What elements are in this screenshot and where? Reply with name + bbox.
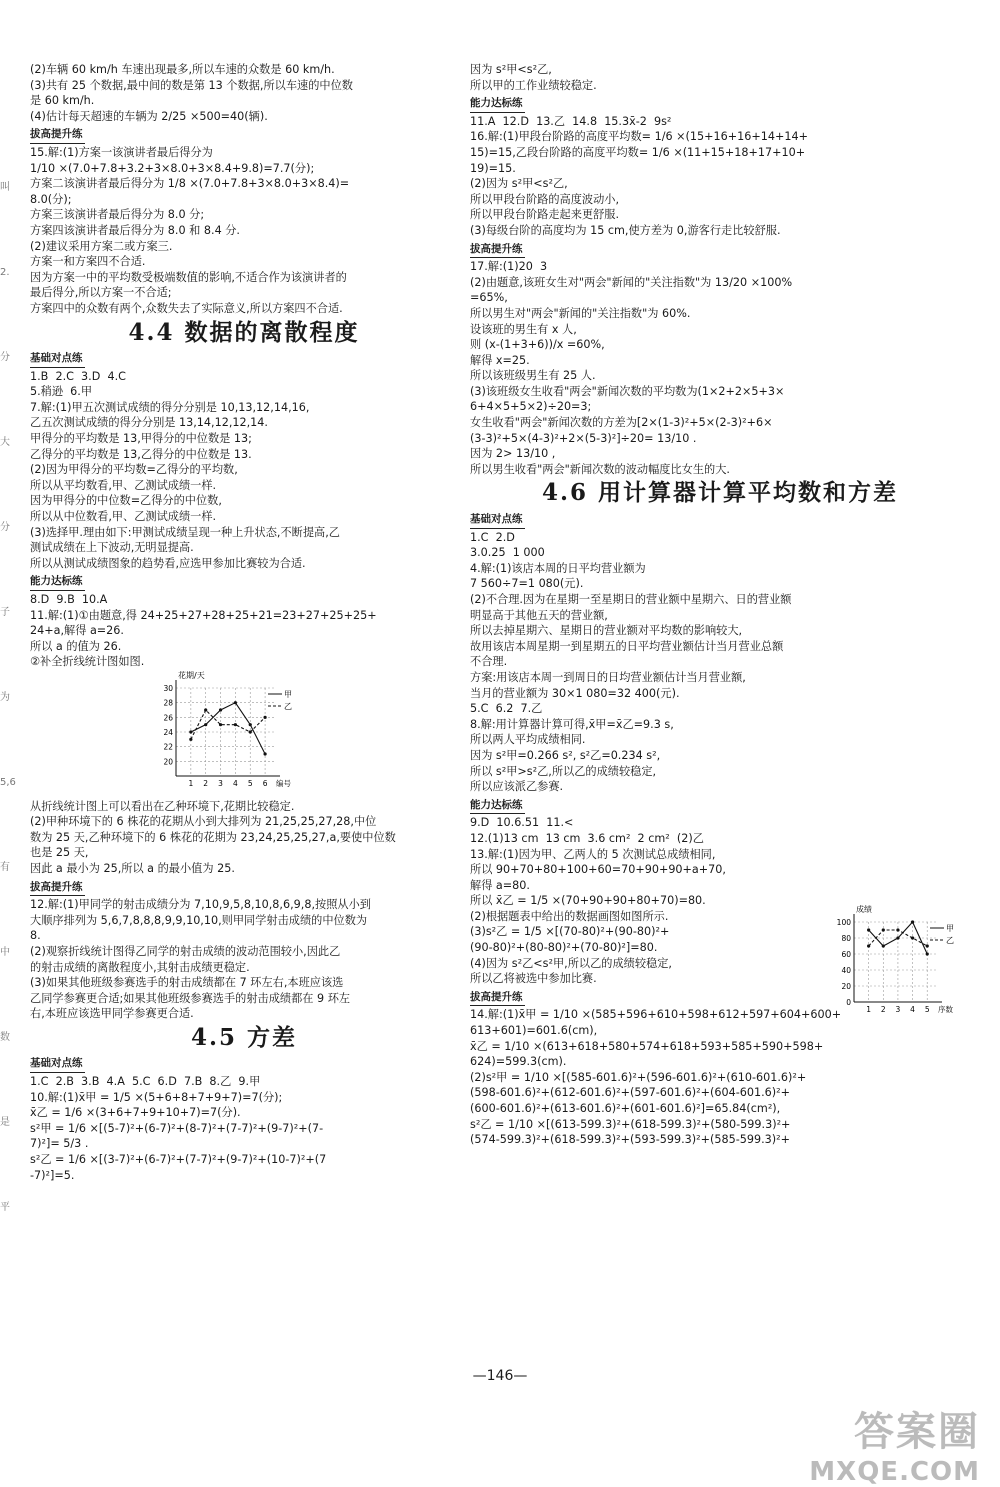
- data-point: [219, 708, 222, 711]
- edge-fragment: 2.: [0, 267, 10, 278]
- text-line: 8.解:用计算器计算可得,x̄甲=x̄乙=9.3 s,: [470, 717, 674, 731]
- y-tick-label: 24: [163, 727, 173, 737]
- text-line: 5.C 6.2 7.乙: [470, 702, 543, 716]
- text-block: [30, 1074, 458, 1183]
- text-line: 方案四该演讲者最后得分为 8.0 和 8.4 分.: [30, 223, 240, 237]
- text-line: 方案三该演讲者最后得分为 8.0 分;: [30, 208, 205, 222]
- legend-label: 乙: [284, 701, 292, 711]
- data-point: [204, 723, 207, 726]
- text-block: [30, 62, 458, 124]
- text-line: 明显高于其他五天的营业额,: [470, 608, 608, 622]
- data-point: [249, 723, 252, 726]
- text-line: 所以从测试成绩图象的趋势看,应选甲参加比赛较为合适.: [30, 556, 306, 570]
- text-line: 所以两人平均成绩相同.: [470, 733, 586, 747]
- text-line: (3)共有 25 个数据,最中间的数是第 13 个数据,所以车速的中位数: [30, 78, 353, 92]
- y-tick-label: 30: [163, 683, 173, 693]
- watermark-url: MXQE.COM: [809, 1457, 980, 1487]
- text-line: 15.解:(1)方案一该演讲者最后得分为: [30, 145, 213, 159]
- text-line: 所以应该派乙参赛.: [470, 780, 564, 794]
- exercise-tag: 能力达标练: [470, 96, 525, 113]
- text-line: 10.解:(1)x̄甲 = 1/5 ×(5+6+8+7+9+7)=7(分);: [30, 1090, 283, 1104]
- text-block: [30, 897, 458, 1022]
- data-point: [249, 730, 252, 733]
- text-line: (2)建议采用方案二或方案三.: [30, 239, 173, 253]
- legend-label: 乙: [946, 936, 954, 946]
- y-tick-label: 28: [163, 698, 173, 708]
- text-line: 所以 a 的值为 26.: [30, 639, 122, 653]
- text-line: 7 560÷7=1 080(元).: [470, 577, 584, 591]
- text-line: (2)因为 s²甲<s²乙,: [470, 177, 568, 191]
- chart-svg: [830, 905, 970, 1020]
- text-line: 因为 s²甲=0.266 s², s²乙=0.234 s²,: [470, 748, 661, 762]
- text-line: 6+4×5+5×2)÷20=3;: [470, 400, 592, 414]
- data-point: [219, 723, 222, 726]
- text-line: 因为甲得分的中位数=乙得分的中位数,: [30, 494, 222, 508]
- text-line: 1.B 2.C 3.D 4.C: [30, 369, 126, 383]
- text-line: 4.解:(1)该店本周的日平均营业额为: [470, 561, 646, 575]
- x-tick-label: 6: [262, 778, 268, 788]
- text-line: 是 60 km/h.: [30, 94, 95, 108]
- watermark-logo: 答案圈: [854, 1408, 980, 1455]
- text-line: 因为 s²甲<s²乙,: [470, 63, 552, 76]
- exercise-tag: 基础对点练: [30, 1056, 85, 1073]
- exercise-tag: 能力达标练: [470, 798, 525, 815]
- text-block: [30, 799, 458, 877]
- data-point: [882, 945, 885, 948]
- edge-fragment: 数: [0, 1032, 10, 1043]
- y-tick-label: 20: [163, 757, 173, 767]
- legend-label: 甲: [284, 689, 292, 699]
- data-point: [204, 708, 207, 711]
- text-line: (3-3)²+5×(4-3)²+2×(5-3)²]÷20= 13/10 .: [470, 431, 697, 445]
- text-line: (2)因为甲得分的平均数=乙得分的平均数,: [30, 463, 238, 477]
- text-block: [30, 145, 458, 317]
- text-line: s²甲 = 1/6 ×[(5-7)²+(6-7)²+(8-7)²+(7-7)²+(9-7)²+(7-: [30, 1121, 324, 1135]
- exercise-tag: 拔高提升练: [30, 880, 85, 897]
- text-line: (2)由题意,该班女生对"两会"新闻的"关注指数"为 13/20 ×100%: [470, 275, 793, 289]
- text-line: (90-80)²+(80-80)²+(70-80)²]=80.: [470, 941, 658, 955]
- chart-svg: [150, 672, 310, 792]
- text-line: 19)=15.: [470, 161, 516, 175]
- text-line: 所以从平均数看,甲、乙测试成绩一样.: [30, 478, 217, 492]
- text-line: 方案二该演讲者最后得分为 1/8 ×(7.0+7.8+3×8.0+3×8.4)=: [30, 177, 350, 191]
- text-line: 方案四中的众数有两个,众数失去了实际意义,所以方案四不合适.: [30, 301, 343, 315]
- text-line: (4)因为 s²乙<s²甲,所以乙的成绩较稳定,: [470, 956, 672, 970]
- text-line: =65%,: [470, 291, 508, 305]
- text-line: 也是 25 天,: [30, 846, 89, 860]
- exercise-tag: 基础对点练: [30, 351, 85, 368]
- text-block: [470, 259, 970, 477]
- page-number: —146—: [472, 1368, 528, 1384]
- text-line: 所以乙将被选中参加比赛.: [470, 972, 597, 986]
- text-line: (3)每级台阶的高度均为 15 cm,使方差为 0,游客行走比较舒服.: [470, 223, 781, 237]
- text-line: (4)估计每天超速的车辆为 2/25 ×500=40(辆).: [30, 109, 268, 123]
- text-block: [470, 530, 970, 795]
- right-column: [470, 62, 970, 1148]
- text-line: ②补全折线统计图如图.: [30, 655, 145, 669]
- text-line: 右,本班应该选甲同学参赛更合适.: [30, 1007, 194, 1021]
- text-line: 所以男生收看"两会"新闻次数的波动幅度比女生的大.: [470, 462, 730, 476]
- x-tick-label: 4: [233, 778, 238, 788]
- edge-fragment: 分: [0, 522, 10, 533]
- text-line: 不合理.: [470, 655, 508, 669]
- text-line: (3)该班级女生收看"两会"新闻次数的平均数为(1×2+2×5+3×: [470, 384, 785, 398]
- exercise-tag: 基础对点练: [470, 512, 525, 529]
- text-line: 12.解:(1)甲同学的射击成绩分为 7,10,9,5,8,10,8,6,9,8,按照从小到: [30, 898, 371, 912]
- section-title-4-4: 4.4 数据的离散程度: [128, 318, 360, 346]
- text-line: 11.解:(1)①由题意,得 24+25+27+28+25+21=23+27+25+25+: [30, 608, 377, 622]
- text-line: 甲得分的平均数是 13,甲得分的中位数是 13;: [30, 432, 252, 446]
- text-line: (2)观察折线统计图得乙同学的射击成绩的波动范围较小,因此乙: [30, 944, 341, 958]
- text-line: 乙五次测试成绩的得分分别是 13,14,12,12,14.: [30, 416, 268, 430]
- x-tick-label: 3: [218, 778, 223, 788]
- left-column: [30, 62, 458, 1183]
- text-line: 17.解:(1)20 3: [470, 260, 548, 274]
- data-point: [189, 730, 192, 733]
- data-point: [882, 929, 885, 932]
- edge-fragment: 叫: [0, 182, 10, 193]
- text-line: 12.(1)13 cm 13 cm 3.6 cm² 2 cm² (2)乙: [470, 831, 704, 845]
- data-point: [926, 945, 929, 948]
- y-axis-label: 花期/天: [178, 670, 205, 680]
- edge-fragment: 是: [0, 1117, 10, 1128]
- y-tick-label: 100: [836, 918, 851, 928]
- text-line: x̄乙 = 1/6 ×(3+6+7+9+10+7)=7(分).: [30, 1106, 241, 1120]
- text-line: 测试成绩在上下波动,无明显提高.: [30, 541, 194, 555]
- data-point: [263, 716, 266, 719]
- x-tick-label: 2: [203, 778, 209, 788]
- x-tick-label: 5: [924, 1005, 930, 1015]
- text-line: 所以去掉星期六、星期日的营业额对平均数的影响较大,: [470, 624, 743, 638]
- text-line: 624)=599.3(cm).: [470, 1055, 567, 1069]
- text-line: 13.解:(1)因为甲、乙两人的 5 次测试总成绩相同,: [470, 847, 716, 861]
- data-point: [926, 953, 929, 956]
- text-line: 方案:用该店本周一到周日的日均营业额估计当月营业额,: [470, 670, 746, 684]
- text-line: 因为方案一中的平均数受极端数值的影响,不适合作为该演讲者的: [30, 270, 347, 284]
- text-line: 最后得分,所以方案一不合适;: [30, 286, 172, 300]
- text-line: 1.C 2.B 3.B 4.A 5.C 6.D 7.B 8.乙 9.甲: [30, 1075, 261, 1089]
- x-axis-label: 编号: [276, 778, 291, 788]
- text-line: 所以 90+70+80+100+60=70+90+90+a+70,: [470, 863, 726, 877]
- text-line: 解得 a=80.: [470, 878, 530, 892]
- text-line: (2)甲种环境下的 6 株花的花期从小到大排列为 21,25,25,27,28,中位: [30, 815, 377, 829]
- y-tick-label: 60: [841, 950, 851, 960]
- text-line: 1.C 2.D: [470, 530, 515, 544]
- text-line: (598-601.6)²+(612-601.6)²+(597-601.6)²+(604-601.6)²+: [470, 1086, 791, 1100]
- edge-fragment: 分: [0, 352, 10, 363]
- x-tick-label: 3: [895, 1005, 901, 1015]
- text-line: 的射击成绩的离散程度小,其射击成绩更稳定.: [30, 960, 250, 974]
- text-line: 大顺序排列为 5,6,7,8,8,8,9,9,10,10,则甲同学射击成绩的中位数为: [30, 913, 368, 927]
- section-title-4-6: 4.6 用计算器计算平均数和方差: [541, 479, 899, 507]
- text-line: 所以从中位数看,甲、乙测试成绩一样.: [30, 510, 217, 524]
- text-line: 9.D 10.6.51 11.<: [470, 816, 574, 830]
- data-point: [234, 701, 237, 704]
- text-line: 11.A 12.D 13.乙 14.8 15.3x̄-2 9s²: [470, 114, 672, 128]
- data-point: [896, 929, 899, 932]
- watermark: [809, 1400, 980, 1487]
- y-tick-label: 26: [163, 713, 173, 723]
- text-line: 乙同学参赛更合适;如果其他班级参赛选手的射击成绩都在 9 环左: [30, 991, 351, 1005]
- text-line: 8.D 9.B 10.A: [30, 593, 108, 606]
- text-line: 所以 x̄乙 = 1/5 ×(70+90+90+80+70)=80.: [470, 894, 706, 908]
- text-line: s²乙 = 1/6 ×[(3-7)²+(6-7)²+(7-7)²+(9-7)²+(10-7)²+(7: [30, 1153, 327, 1167]
- exercise-tag: 能力达标练: [30, 574, 85, 591]
- text-line: 解得 x=25.: [470, 353, 530, 367]
- y-tick-label: 80: [841, 934, 851, 944]
- y-tick-label: 0: [846, 998, 851, 1008]
- exercise-tag: 拔高提升练: [470, 990, 525, 1007]
- x-tick-label: 1: [866, 1005, 872, 1015]
- text-line: 5.稍逊 6.甲: [30, 385, 93, 399]
- exercise-tag: 拔高提升练: [30, 127, 85, 144]
- text-line: (2)不合理.因为在星期一至星期日的营业额中星期六、日的营业额: [470, 593, 792, 606]
- text-line: 因为 2> 13/10 ,: [470, 447, 556, 461]
- text-line: 所以甲段台阶路走起来更舒服.: [470, 208, 619, 222]
- text-line: (600-601.6)²+(613-601.6)²+(601-601.6)²]=65.84(cm²),: [470, 1102, 781, 1115]
- text-line: 当月的营业额为 30×1 080=32 400(元).: [470, 686, 680, 700]
- data-point: [867, 945, 870, 948]
- text-line: (2)车辆 60 km/h 车速出现最多,所以车速的众数是 60 km/h.: [30, 63, 335, 76]
- text-line: 乙得分的平均数是 13,乙得分的中位数是 13.: [30, 447, 252, 461]
- text-line: 所以男生对"两会"新闻的"关注指数"为 60%.: [470, 306, 691, 320]
- text-line: -7)²]=5.: [30, 1168, 75, 1182]
- text-line: 24+a,解得 a=26.: [30, 624, 124, 638]
- edge-fragment: 中: [0, 947, 10, 958]
- flower-period-chart: [150, 672, 458, 797]
- text-line: 女生收看"两会"新闻次数的方差为[2×(1-3)²+5×(2-3)²+6×: [470, 416, 773, 430]
- text-line: (2)根据题表中给出的数据画图如图所示.: [470, 909, 669, 923]
- text-line: (3)如果其他班级参赛选手的射击成绩都在 7 环左右,本班应该选: [30, 976, 344, 990]
- text-line: 613+601)=601.6(cm),: [470, 1024, 598, 1038]
- score-chart: [830, 905, 970, 1025]
- text-line: 16.解:(1)甲段台阶路的高度平均数= 1/6 ×(15+16+16+14+14+: [470, 130, 808, 144]
- text-line: 因此 a 最小为 25,所以 a 的最小值为 25.: [30, 861, 235, 875]
- text-line: (3)选择甲.理由如下:甲测试成绩呈现一种上升状态,不断提高,乙: [30, 525, 340, 539]
- series-line-乙: [191, 710, 265, 739]
- x-tick-label: 2: [880, 1005, 886, 1015]
- text-line: 1/10 ×(7.0+7.8+3.2+3×8.0+3×8.4+9.8)=7.7(分);: [30, 161, 315, 175]
- text-line: 从折线统计图上可以看出在乙种环境下,花期比较稳定.: [30, 799, 295, 813]
- x-tick-label: 1: [188, 778, 194, 788]
- data-point: [263, 752, 266, 755]
- x-axis-label: 序数: [938, 1005, 953, 1015]
- text-line: 方案一和方案四不合适.: [30, 255, 146, 269]
- text-line: 所以甲段台阶路的高度波动小,: [470, 192, 619, 206]
- text-line: 8.0(分);: [30, 192, 72, 206]
- y-tick-label: 40: [841, 966, 851, 976]
- text-line: (574-599.3)²+(618-599.3)²+(593-599.3)²+(585-599.3)²+: [470, 1133, 791, 1147]
- exercise-tag: 拔高提升练: [470, 242, 525, 259]
- text-line: s²乙 = 1/10 ×[(613-599.3)²+(618-599.3)²+(580-599.3)²+: [470, 1117, 791, 1131]
- data-point: [911, 937, 914, 940]
- text-line: 7)²]= 5/3 .: [30, 1137, 89, 1151]
- text-line: 3.0.25 1 000: [470, 546, 545, 560]
- text-line: 7.解:(1)甲五次测试成绩的得分分别是 10,13,12,14,16,: [30, 400, 310, 414]
- data-point: [867, 929, 870, 932]
- y-tick-label: 20: [841, 982, 851, 992]
- text-line: x̄乙 = 1/10 ×(613+618+580+574+618+593+585+590+598+: [470, 1039, 824, 1053]
- y-tick-label: 22: [163, 742, 173, 752]
- data-point: [189, 738, 192, 741]
- x-tick-label: 5: [247, 778, 253, 788]
- legend-label: 甲: [946, 924, 954, 934]
- text-line: 15)=15,乙段台阶路的高度平均数= 1/6 ×(11+15+18+17+10+: [470, 145, 806, 159]
- data-point: [896, 937, 899, 940]
- text-line: 设该班的男生有 x 人,: [470, 322, 577, 336]
- text-block: [30, 369, 458, 572]
- edge-fragment: 为: [0, 692, 10, 703]
- edge-fragment: 平: [0, 1202, 10, 1213]
- edge-fragment: 有: [0, 862, 10, 873]
- text-block: [470, 1007, 970, 1147]
- section-title-4-5: 4.5 方差: [190, 1023, 298, 1051]
- text-line: 8.: [30, 929, 41, 943]
- text-line: 14.解:(1)x̄甲 = 1/10 ×(585+596+610+598+612+597+604+600+: [470, 1008, 842, 1022]
- data-point: [234, 723, 237, 726]
- text-block: [470, 62, 970, 93]
- text-block: [470, 114, 970, 239]
- text-line: (2)s²甲 = 1/10 ×[(585-601.6)²+(596-601.6)²+(610-601.6)²+: [470, 1070, 807, 1084]
- edge-fragment: 子: [0, 607, 10, 618]
- text-line: 数为 25 天,乙种环境下的 6 株花的花期为 23,24,25,25,27,a,要使中位数: [30, 830, 396, 844]
- text-line: 所以该班级男生有 25 人.: [470, 369, 596, 383]
- text-line: 故用该店本周星期一到星期五的日平均营业额估计当月营业总额: [470, 639, 784, 653]
- edge-fragment: 大: [0, 437, 10, 448]
- y-axis-label: 成绩: [856, 905, 872, 915]
- text-line: 所以甲的工作业绩较稳定.: [470, 78, 597, 92]
- x-tick-label: 4: [910, 1005, 915, 1015]
- text-line: 则 (x-(1+3+6))/x =60%,: [470, 338, 605, 352]
- text-line: 所以 s²甲>s²乙,所以乙的成绩较稳定,: [470, 764, 657, 778]
- data-point: [911, 921, 914, 924]
- edge-fragment: 5,6: [0, 777, 16, 788]
- text-line: (3)s²乙 = 1/5 ×[(70-80)²+(90-80)²+: [470, 925, 670, 939]
- text-block: [30, 592, 458, 670]
